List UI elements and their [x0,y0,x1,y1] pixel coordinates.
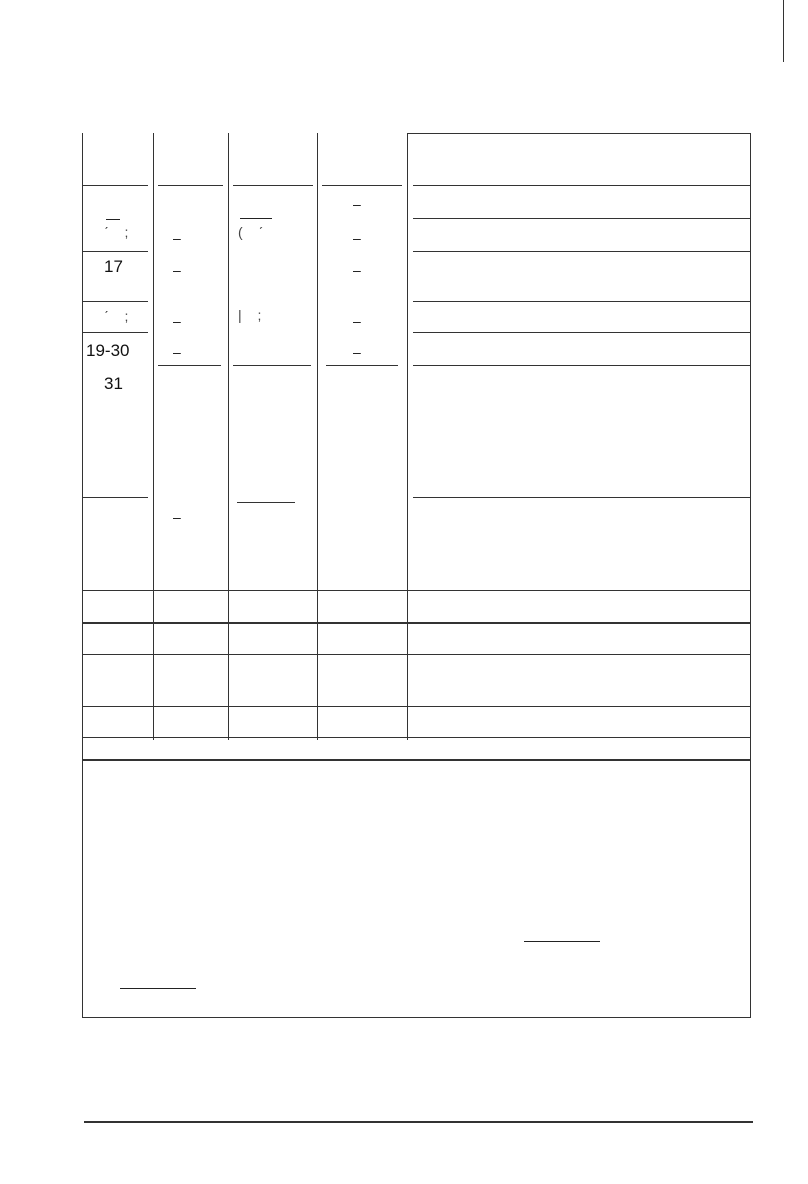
notes-top-rule [82,759,750,761]
row-rule [326,365,398,366]
header-rule [82,185,148,186]
crop-mark [783,0,784,62]
row-rule [82,251,148,252]
faint-glyph: ( ˊ [238,224,270,240]
row-rule [413,251,750,252]
underline-mark [524,941,600,942]
row-rule [82,590,750,591]
faint-glyph: ˊ ; [104,224,135,240]
row-rule [413,218,750,219]
dash-mark: – [353,344,361,360]
dash-mark: – [173,344,181,360]
dash-mark: – [173,262,181,278]
row-rule [413,332,750,333]
dash-mark: – [173,509,181,525]
pin-label-19-30: 19-30 [86,341,130,360]
row-rule [413,497,750,498]
header-rule [413,185,750,186]
dash-mark: – [173,313,181,329]
header-rule [158,185,223,186]
row-rule [413,301,750,302]
header-rule [233,185,313,186]
dash-mark: – [353,313,361,329]
table-top-border [408,133,750,134]
column-divider-1 [153,133,154,740]
row-rule [158,365,221,366]
row-rule [82,332,148,333]
underline-mark [240,218,272,219]
row-rule [233,365,311,366]
table-left-border [82,133,83,1018]
row-rule [82,706,750,707]
faint-glyph: ˊ ; [104,308,135,324]
column-divider-3 [317,133,318,740]
dash-mark: – [353,262,361,278]
row-rule [237,502,295,503]
footer-rule [84,1121,753,1123]
header-rule [322,185,402,186]
table-right-border [750,133,751,1018]
row-rule [413,365,750,366]
column-divider-4 [407,133,408,740]
dash-mark: – [173,230,181,246]
pin-label-31: 31 [104,374,123,393]
row-rule [82,497,148,498]
faint-glyph: | ; [238,307,268,323]
table-bottom-border [82,1017,750,1018]
column-divider-2 [228,133,229,740]
underline-mark [106,219,120,220]
row-rule [82,654,750,655]
row-rule [82,301,148,302]
dash-mark: – [353,196,361,212]
row-rule [82,737,750,738]
underline-mark [120,988,196,989]
row-rule [82,622,750,624]
dash-mark: – [353,230,361,246]
pin-label-17: 17 [104,257,123,276]
